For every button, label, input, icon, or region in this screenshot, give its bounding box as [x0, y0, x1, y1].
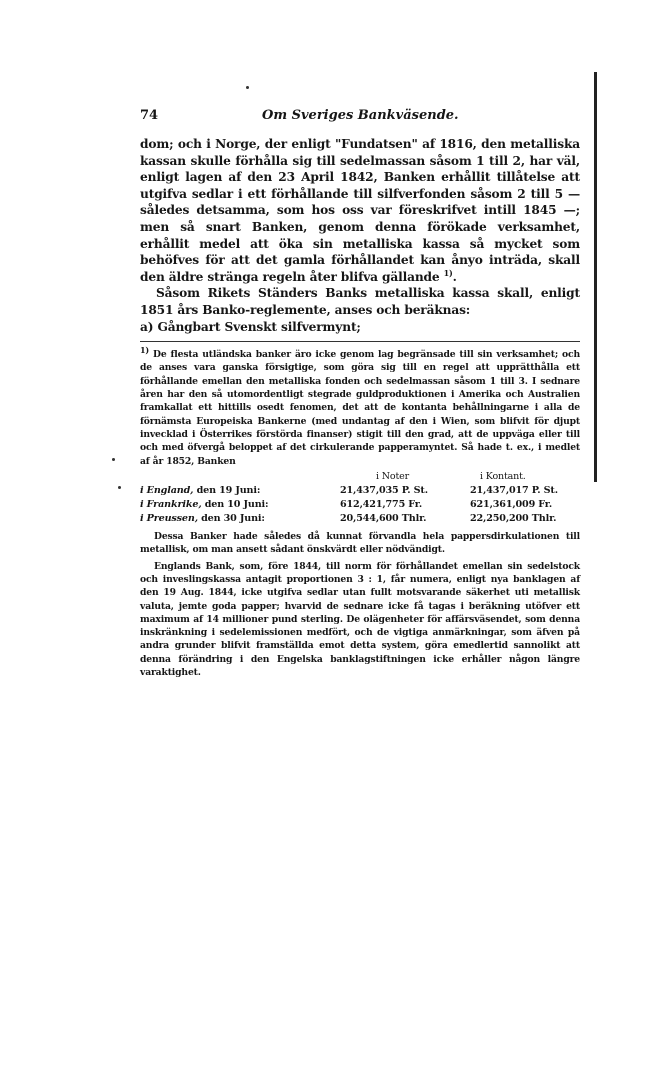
- footnote-text: De flesta utländska banker äro icke genom lag begränsade till sin verksamhet; och de anses vara ganska försigtige, som göra sig till en regel att upprätthålla ett förhållande emellan den metalliska fonden och sedelmassan såsom 1 till 3. I sednare åren har den så utomordentligt stegrade guldproduktionen i Amerika och Australien framkallat ett hittills osedt fenomen, det att de kontanta behållningarne i alla de förnämsta Europeiska Bankerne (med undantag af den i Wien, som blifvit för djupt invecklad i Österrikes förstörda finanser) stigit till den grad, att de uppväga eller till och med öfvergå beloppet af det cirkulerande papperamyntet. Så hade t. ex., i medlet af år 1852, Banken: [140, 349, 580, 467]
- ink-speck: [118, 486, 121, 489]
- footnote-separator: [140, 341, 580, 342]
- footnote-marker: 1): [140, 345, 150, 356]
- table-header: [140, 470, 580, 483]
- footnote-ref: 1): [443, 267, 453, 278]
- footnote-paragraph: Englands Bank, som, före 1844, till norm för förhållandet emellan sin sedelstock och inveslingskassa antagit proportionen 3 : 1, får numera, enligt nya banklagen af den 19 Aug. 1844, icke utgifva sedlar utan fullt motsvarande säkerhet uti metallisk valuta, jemte goda papper; hvarvid de sednare icke få tagas i beräkning utöfver ett maximum af 14 millioner pund sterling. De olägenheter för affärsväsendet, som denna inskränkning i sedelemissionen medfört, och de vigtiga anmärkningar, som äfven på andra grunder blifvit framställda emot detta system, göra emedlertid sannolikt att denna förändring i den Engelska banklagstiftningen icke erhåller någon längre varaktighet.: [140, 560, 580, 679]
- table-cell-notes: 21,437,035 P. St.: [340, 485, 428, 497]
- ink-speck: [112, 458, 115, 461]
- footnote-paragraph: Dessa Banker hade således då kunnat förvandla hela pappersdirkulationen till metallisk, om man ansett sådant önskvärdt eller nödvändigt.: [140, 531, 580, 556]
- table-cell-notes: 20,544,600 Thlr.: [340, 513, 427, 525]
- footnote-paragraph: [140, 345, 580, 468]
- table-cell-bank: [140, 512, 340, 526]
- table-cell-cash: 21,437,017 P. St.: [470, 485, 558, 497]
- paragraph: Såsom Rikets Ständers Banks metalliska kassa skall, enligt 1851 års Banko-reglemente, anses och beräknas:: [140, 286, 580, 317]
- page-number: 74: [140, 108, 159, 123]
- table-row: [140, 498, 580, 512]
- table-cell-bank: [140, 498, 340, 512]
- table-row: [140, 512, 580, 526]
- main-text: [140, 136, 580, 335]
- table-row: [140, 484, 580, 498]
- footnote: [140, 345, 580, 679]
- table-cell-notes: 612,421,775 Fr.: [340, 499, 423, 511]
- ink-speck: [246, 86, 249, 89]
- list-item: a) Gångbart Svenskt silfvermynt;: [140, 319, 361, 334]
- date: den 19 Juni:: [196, 485, 261, 497]
- margin-rule: [594, 72, 597, 482]
- date: den 30 Juni:: [201, 513, 265, 525]
- country-name: i England,: [140, 485, 194, 497]
- page-header: [140, 108, 580, 128]
- paragraph-text: dom; och i Norge, der enligt "Fundatsen" af 1816, den metalliska kassan skulle förhålla sig till sedelmassan såsom 1 till 2, har väl, enligt lagen af den 23 April 1842, Banken erhållit tillåtelse att utgifva sedlar i ett förhållande till silfverfonden såsom 2 till 5 — således detsamma, som hos oss var föreskrifvet intill 1845 —; men så snart Banken, genom denna förökade verksamhet, erhållit medel att öka sin metalliska kassa så mycket som behöfves för att det gamla förhållandet kan ånyo inträda, skall den äldre stränga regeln åter blifva gällande: [140, 137, 580, 284]
- running-title: Om Sveriges Bankväsende.: [262, 108, 459, 123]
- country-name: i Frankrike,: [140, 499, 202, 511]
- col-header-cash: i Kontant.: [480, 470, 526, 482]
- table-cell-cash: 621,361,009 Fr.: [470, 499, 553, 511]
- date: den 10 Juni:: [204, 499, 269, 511]
- paragraph-end: .: [452, 269, 457, 284]
- country-name: i Preussen,: [140, 513, 198, 525]
- table-cell-cash: 22,250,200 Thlr.: [470, 513, 557, 525]
- paragraph: [140, 136, 580, 285]
- col-header-notes: i Noter: [376, 470, 410, 482]
- table-cell-bank: [140, 484, 340, 498]
- book-page: [140, 108, 580, 679]
